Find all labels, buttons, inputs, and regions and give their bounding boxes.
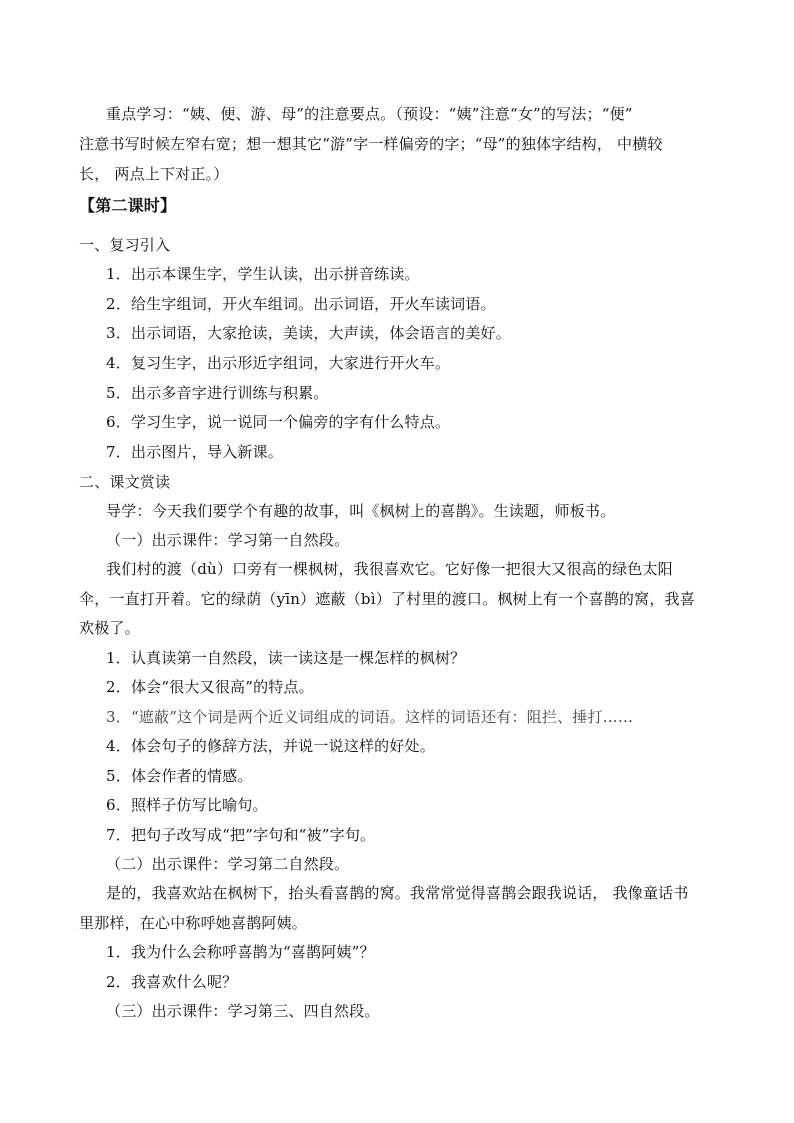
part1-item-4: 4．体会句子的修辞方法，并说一说这样的好处。 [106,737,435,755]
part1-text-line-3: 欢极了。 [79,619,140,637]
part2-title: （二）出示课件：学习第二自然段。 [106,855,350,873]
part1-item-1: 1．认真读第一自然段，读一读这是一棵怎样的枫树？ [106,649,466,667]
part3-title: （三）出示课件：学习第三、四自然段。 [106,1002,380,1020]
intro-line-3: 长， 两点上下对正。） [79,165,229,183]
part1-item-6: 6．照样子仿写比喻句。 [106,796,268,814]
part1-item-5: 5．体会作者的情感。 [106,767,253,785]
intro-line-1: 重点学习：“姨、便、游、母”的注意要点。（预设：“姨”注意“女”的写法；“便” [106,105,633,123]
part1-item-7: 7．把句子改写成“把”字句和“被”字句。 [106,826,376,844]
part2-item-1: 1．我为什么会称呼喜鹊为“喜鹊阿姨”？ [106,943,375,961]
part1-text-line-2: 伞，一直打开着。它的绿荫（yīn）遮蔽（bì）了村里的渡口。枫树上有一个喜鹊的窝，我喜 [79,590,695,608]
section1-item-1: 1．出示本课生字，学生认读，出示拼音练读。 [106,265,420,283]
part1-item-3: 3．“遮蔽”这个词是两个近义词组成的词语。这样的词语还有：阻拦、捶打…… [106,708,634,726]
section1-item-6: 6．学习生字，说一说同一个偏旁的字有什么特点。 [106,413,451,431]
section1-item-4: 4．复习生字，出示形近字组词，大家进行开火车。 [106,354,451,372]
section1-item-2: 2．给生字组词，开火车组词。出示词语，开火车读词语。 [106,295,496,313]
section1-item-3: 3．出示词语，大家抢读，美读，大声读，体会语言的美好。 [106,324,511,342]
part2-text-line-1: 是的，我喜欢站在枫树下，抬头看喜鹊的窝。我常常觉得喜鹊会跟我说话， 我像童话书 [106,884,689,902]
part1-title: （一）出示课件：学习第一自然段。 [106,531,350,549]
part2-text-line-2: 里那样，在心中称呼她喜鹊阿姨。 [79,914,308,932]
part2-item-2: 2．我喜欢什么呢？ [106,973,238,991]
section1-title: 一、复习引入 [79,236,171,254]
section2-guide: 导学：今天我们要学个有趣的故事，叫《枫树上的喜鹊》。生读题，师板书。 [106,502,616,520]
intro-line-2: 注意书写时候左窄右宽；想一想其它“游”字一样偏旁的字；“母”的独体字结构， 中横较 [79,135,663,153]
section2-title: 二、课文赏读 [79,473,171,491]
section1-item-5: 5．出示多音字进行训练与积累。 [106,384,329,402]
lesson-title: 【第二课时】 [79,196,177,215]
part1-item-2: 2．体会“很大又很高”的特点。 [106,678,314,696]
section1-item-7: 7．出示图片，导入新课。 [106,443,283,461]
part1-text-line-1: 我们村的渡（dù）口旁有一棵枫树，我很喜欢它。它好像一把很大又很高的绿色太阳 [106,560,673,578]
